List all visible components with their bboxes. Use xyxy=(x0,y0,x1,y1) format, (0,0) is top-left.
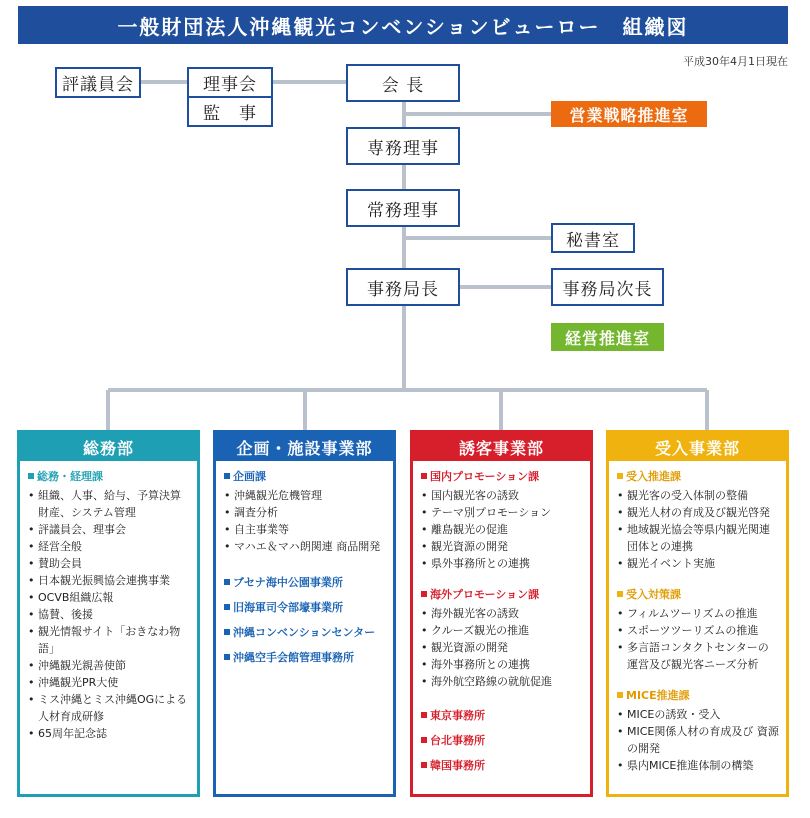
management-office-box: 経営推進室 xyxy=(551,323,664,351)
list-item: • 海外事務所との連携 xyxy=(421,656,584,673)
section-title: 海外プロモーション課 xyxy=(421,586,584,602)
duty-list xyxy=(28,487,191,742)
square-bullet-icon xyxy=(28,473,34,479)
list-item: • 海外観光客の誘致 xyxy=(421,605,584,622)
dept-reception xyxy=(606,430,789,797)
square-bullet-icon xyxy=(224,629,230,635)
strategy-office-box: 営業戦略推進室 xyxy=(551,101,707,127)
list-item: • MICE関係人材の育成及び 資源の開発 xyxy=(617,723,780,757)
duty-list xyxy=(617,706,780,774)
page-title: 一般財団法人沖縄観光コンベンションビューロー 組織図 xyxy=(18,6,788,44)
list-item: • 沖縄観光PR大使 xyxy=(28,674,191,691)
dept-header: 誘客事業部 xyxy=(413,433,590,461)
square-bullet-icon xyxy=(617,692,623,698)
square-bullet-icon xyxy=(421,712,427,718)
council-box: 評議員会 xyxy=(55,67,141,98)
square-bullet-icon xyxy=(421,737,427,743)
president-box: 会 長 xyxy=(346,64,460,102)
list-item: • ミス沖縄とミス沖縄OGによる 人材育成研修 xyxy=(28,691,191,725)
duty-list xyxy=(617,605,780,673)
section-title: MICE推進課 xyxy=(617,687,780,703)
duty-list xyxy=(617,487,780,572)
list-item: • MICEの誘致・受入 xyxy=(617,706,780,723)
square-bullet-icon xyxy=(224,579,230,585)
list-item: • 自主事業等 xyxy=(224,521,387,538)
list-item: • 海外航空路線の就航促進 xyxy=(421,673,584,690)
list-item: • 県内MICE推進体制の構築 xyxy=(617,757,780,774)
list-item: • 沖縄観光危機管理 xyxy=(224,487,387,504)
square-bullet-icon xyxy=(421,591,427,597)
board-box: 理事会 xyxy=(187,67,273,98)
dept-general-affairs xyxy=(17,430,200,797)
office-title: 台北事務所 xyxy=(421,732,584,748)
list-item: • 離島観光の促進 xyxy=(421,521,584,538)
dept-planning-facilities xyxy=(213,430,396,797)
dept-visitor-attraction xyxy=(410,430,593,797)
secretariat-box: 秘書室 xyxy=(551,223,635,253)
list-item: • マハエ＆マハ朗関連 商品開発 xyxy=(224,538,387,555)
list-item: • OCVB組織広報 xyxy=(28,589,191,606)
list-item: • 国内観光客の誘致 xyxy=(421,487,584,504)
list-item: • 協賛、後援 xyxy=(28,606,191,623)
list-item: • 地域観光協会等県内観光関連 団体との連携 xyxy=(617,521,780,555)
dept-header: 企画・施設事業部 xyxy=(216,433,393,461)
list-item: • 賛助会員 xyxy=(28,555,191,572)
square-bullet-icon xyxy=(421,473,427,479)
list-item: • 観光客の受入体制の整備 xyxy=(617,487,780,504)
square-bullet-icon xyxy=(617,591,623,597)
auditor-box: 監 事 xyxy=(187,96,273,127)
section-title: 受入対策課 xyxy=(617,586,780,602)
list-item: • 観光人材の育成及び観光啓発 xyxy=(617,504,780,521)
list-item: • 組織、人事、給与、予算決算 財産、システム管理 xyxy=(28,487,191,521)
list-item: • 観光資源の開発 xyxy=(421,639,584,656)
duty-list xyxy=(421,487,584,572)
deputy-secretary-general-box: 事務局次長 xyxy=(551,268,664,306)
square-bullet-icon xyxy=(224,473,230,479)
list-item: • 観光イベント実施 xyxy=(617,555,780,572)
office-title: ブセナ海中公園事業所 xyxy=(224,574,387,590)
list-item: • フィルムツーリズムの推進 xyxy=(617,605,780,622)
list-item: • 観光情報サイト「おきなわ物語」 xyxy=(28,623,191,657)
dept-header: 総務部 xyxy=(20,433,197,461)
effective-date: 平成30年4月1日現在 xyxy=(683,55,788,68)
list-item: • 沖縄観光親善使節 xyxy=(28,657,191,674)
list-item: • 観光資源の開発 xyxy=(421,538,584,555)
list-item: • テーマ別プロモーション xyxy=(421,504,584,521)
list-item: • 日本観光振興協会連携事業 xyxy=(28,572,191,589)
list-item: • 評議員会、理事会 xyxy=(28,521,191,538)
dept-header: 受入事業部 xyxy=(609,433,786,461)
managing-director-box: 常務理事 xyxy=(346,189,460,227)
section-title: 総務・経理課 xyxy=(28,468,191,484)
office-title: 旧海軍司令部壕事業所 xyxy=(224,599,387,615)
executive-director-box: 専務理事 xyxy=(346,127,460,165)
square-bullet-icon xyxy=(421,762,427,768)
office-title: 沖縄コンベンションセンター xyxy=(224,624,387,640)
list-item: • 多言語コンタクトセンターの 運営及び観光客ニーズ分析 xyxy=(617,639,780,673)
section-title: 国内プロモーション課 xyxy=(421,468,584,484)
secretary-general-box: 事務局長 xyxy=(346,268,460,306)
list-item: • 経営全般 xyxy=(28,538,191,555)
square-bullet-icon xyxy=(224,604,230,610)
section-title: 企画課 xyxy=(224,468,387,484)
office-title: 韓国事務所 xyxy=(421,757,584,773)
list-item: • 県外事務所との連携 xyxy=(421,555,584,572)
square-bullet-icon xyxy=(224,654,230,660)
list-item: • 調査分析 xyxy=(224,504,387,521)
list-item: • クルーズ観光の推進 xyxy=(421,622,584,639)
office-title: 沖縄空手会館管理事務所 xyxy=(224,649,387,665)
duty-list xyxy=(224,487,387,555)
list-item: • スポーツツーリズムの推進 xyxy=(617,622,780,639)
duty-list xyxy=(421,605,584,690)
list-item: • 65周年記念誌 xyxy=(28,725,191,742)
section-title: 受入推進課 xyxy=(617,468,780,484)
square-bullet-icon xyxy=(617,473,623,479)
office-title: 東京事務所 xyxy=(421,707,584,723)
